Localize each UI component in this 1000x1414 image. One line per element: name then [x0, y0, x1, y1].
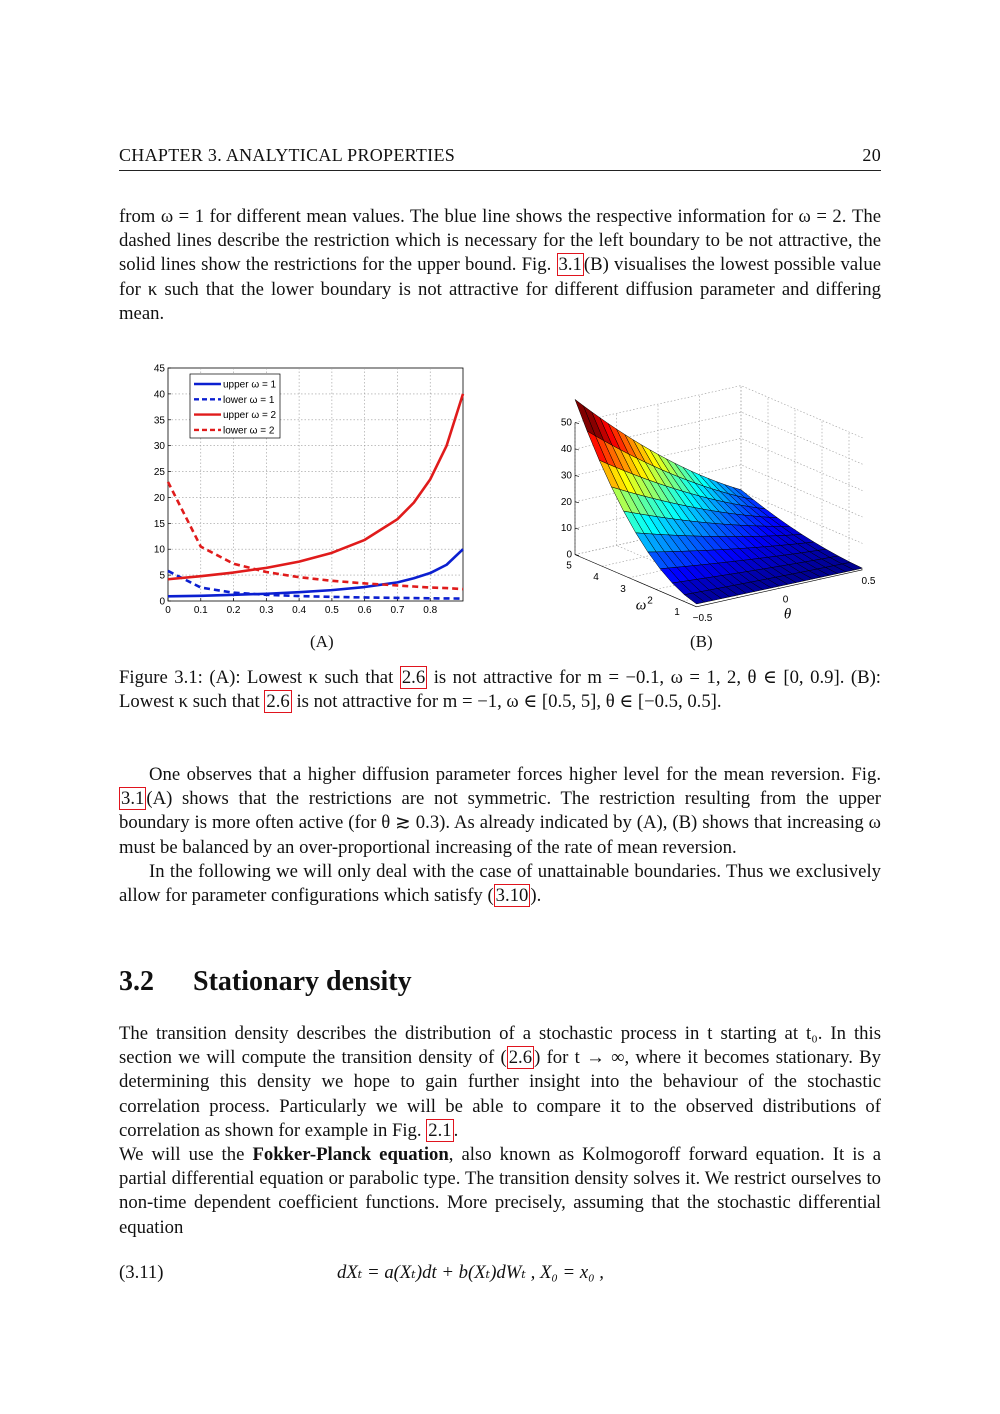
- figure-caption: [119, 666, 881, 714]
- omega-tick-label: 2: [647, 595, 653, 607]
- chapter-title: CHAPTER 3. ANALYTICAL PROPERTIES: [119, 145, 456, 165]
- equation-ref-link[interactable]: 3.10: [495, 885, 529, 907]
- y-tick-label: 40: [153, 389, 165, 401]
- text-run: We will use the: [119, 1144, 253, 1166]
- legend-label: upper ω = 2: [223, 410, 277, 422]
- x-tick-label: 0.6: [357, 605, 372, 616]
- y-tick-label: 15: [153, 518, 165, 530]
- z-tick: [575, 475, 579, 476]
- text-run: is not attractive for m = −1, ω ∈ [0.5, 5], θ ∈ [−0.5, 0.5].: [291, 691, 722, 713]
- z-tick-label: 10: [560, 523, 572, 535]
- z-tick: [575, 528, 579, 529]
- y-tick-label: 5: [159, 570, 165, 582]
- section-paragraph: [119, 1022, 881, 1240]
- bold-term: Fokker-Planck equation: [252, 1144, 449, 1166]
- x-tick-label: 0.7: [390, 605, 405, 616]
- equation-body: dXₜ = a(Xₜ)dt + b(Xₜ)dWₜ , X₀ = x₀ ,: [337, 1262, 604, 1283]
- text-run: Figure 3.1: (A): Lowest κ such that: [119, 667, 400, 688]
- theta-tick-label: 0.5: [861, 575, 876, 587]
- z-tick-label: 0: [566, 549, 572, 561]
- equation-number: (3.11): [119, 1262, 164, 1283]
- legend-label: lower ω = 1: [223, 394, 275, 406]
- body-paragraph-2: [119, 860, 881, 908]
- text-run: ) for t → ∞, where it becomes stationary. By determining this density we hope to gain further insight into the behaviour of the stochastic correlation process. Particularly we will be able to compare it to the observed distributions of correlation as shown for example in Fig.: [119, 1047, 881, 1141]
- omega-axis-label: ω: [635, 597, 647, 614]
- figure-ref-link[interactable]: 3.1: [121, 788, 145, 810]
- y-tick-label: 25: [153, 467, 165, 479]
- text-run: ).: [530, 885, 542, 907]
- z-tick-label: 20: [560, 496, 572, 508]
- text-run: The transition density describes the distribution of a stochastic process in t starting at t₀. In this section we will compute the transition density of (: [119, 1023, 881, 1069]
- z-tick: [575, 449, 579, 450]
- body-paragraphs: [119, 763, 881, 908]
- figure-ref-link[interactable]: 2.1: [428, 1119, 452, 1141]
- equation-ref-link[interactable]: 2.6: [508, 1047, 533, 1069]
- section-title: Stationary density: [193, 966, 412, 997]
- text-run: .: [453, 1119, 459, 1141]
- y-tick-label: 10: [153, 544, 165, 556]
- text-run: One observes that a higher diffusion parameter forces higher level for the mean reversion. Fig.: [149, 764, 881, 785]
- x-tick-label: 0.4: [292, 605, 307, 616]
- x-tick-label: 0.3: [259, 605, 274, 616]
- omega-tick-label: 5: [566, 560, 572, 572]
- z-tick-label: 40: [560, 444, 572, 455]
- subfigure-label-a: (A): [310, 632, 334, 651]
- x-tick-label: 0: [165, 605, 171, 616]
- equation-ref-link[interactable]: 2.6: [401, 667, 426, 688]
- legend-label: lower ω = 2: [223, 425, 275, 437]
- text-run: from ω = 1 for different mean values. The blue line shows the respective information for ω = 2. The dashed lines describe the restriction which is necessary for the left boundary to be not attractive, the solid lines show the restrictions for the upper bound. Fig.: [119, 206, 881, 276]
- theta-axis-label: θ: [783, 606, 792, 623]
- section-number: 3.2: [119, 966, 154, 997]
- chart-b: [561, 386, 876, 624]
- z-tick: [575, 423, 579, 424]
- text-run: In the following we will only deal with the case of unattainable boundaries. Thus we exclusively allow for parameter configurations which satisfy (: [119, 860, 881, 907]
- equation-ref-link[interactable]: 2.6: [266, 691, 290, 713]
- y-tick-label: 20: [153, 492, 165, 504]
- z-tick-label: 30: [560, 470, 572, 482]
- figure-3-1: [0, 0, 1000, 660]
- body-paragraph-1: [119, 763, 881, 860]
- text-run: (A) shows that the restrictions are not symmetric. The restriction resulting from the upper boundary is more often active (for θ ≳ 0.3). As already indicated by (A), (B) shows that increasing ω must be balanced by an over-proportional increasing of the rate of mean reversion.: [119, 788, 881, 858]
- z-tick-label: 50: [560, 417, 572, 429]
- chart-a: [154, 364, 463, 617]
- figure-ref-link[interactable]: 3.1: [558, 254, 582, 276]
- y-tick-label: 35: [153, 415, 165, 427]
- y-tick-label: 0: [159, 596, 165, 608]
- z-tick: [575, 502, 579, 503]
- y-tick-label: 45: [153, 363, 165, 375]
- subfigure-label-b: (B): [690, 632, 713, 651]
- omega-tick-label: 1: [674, 607, 680, 618]
- x-tick-label: 0.8: [423, 605, 438, 616]
- theta-tick-label: −0.5: [692, 612, 713, 624]
- text-run: , also known as Kolmogoroff forward equation. It is a partial differential equation or parabolic type. The transition density solves it. We restrict ourselves to non-time dependent coefficient functions. More precisely, assuming that the stochastic differential equation: [119, 1144, 882, 1238]
- x-tick-label: 0.1: [193, 605, 208, 616]
- text-run: (B) visualises the lowest possible value for κ such that the lower boundary is not attractive for different diffusion parameter and differing mean.: [119, 254, 881, 324]
- page-number: 20: [862, 145, 881, 165]
- omega-tick-label: 3: [620, 583, 626, 595]
- theta-tick-label: 0: [782, 594, 789, 606]
- section-heading: [119, 966, 412, 998]
- legend-label: upper ω = 1: [223, 379, 277, 391]
- y-tick-label: 30: [153, 441, 165, 453]
- text-run: is not attractive for m = −0.1, ω = 1, 2, θ ∈ [0, 0.9]. (B): Lowest κ such that: [119, 667, 881, 713]
- x-tick-label: 0.5: [324, 605, 339, 616]
- omega-tick-label: 4: [593, 572, 599, 584]
- x-tick-label: 0.2: [226, 605, 241, 616]
